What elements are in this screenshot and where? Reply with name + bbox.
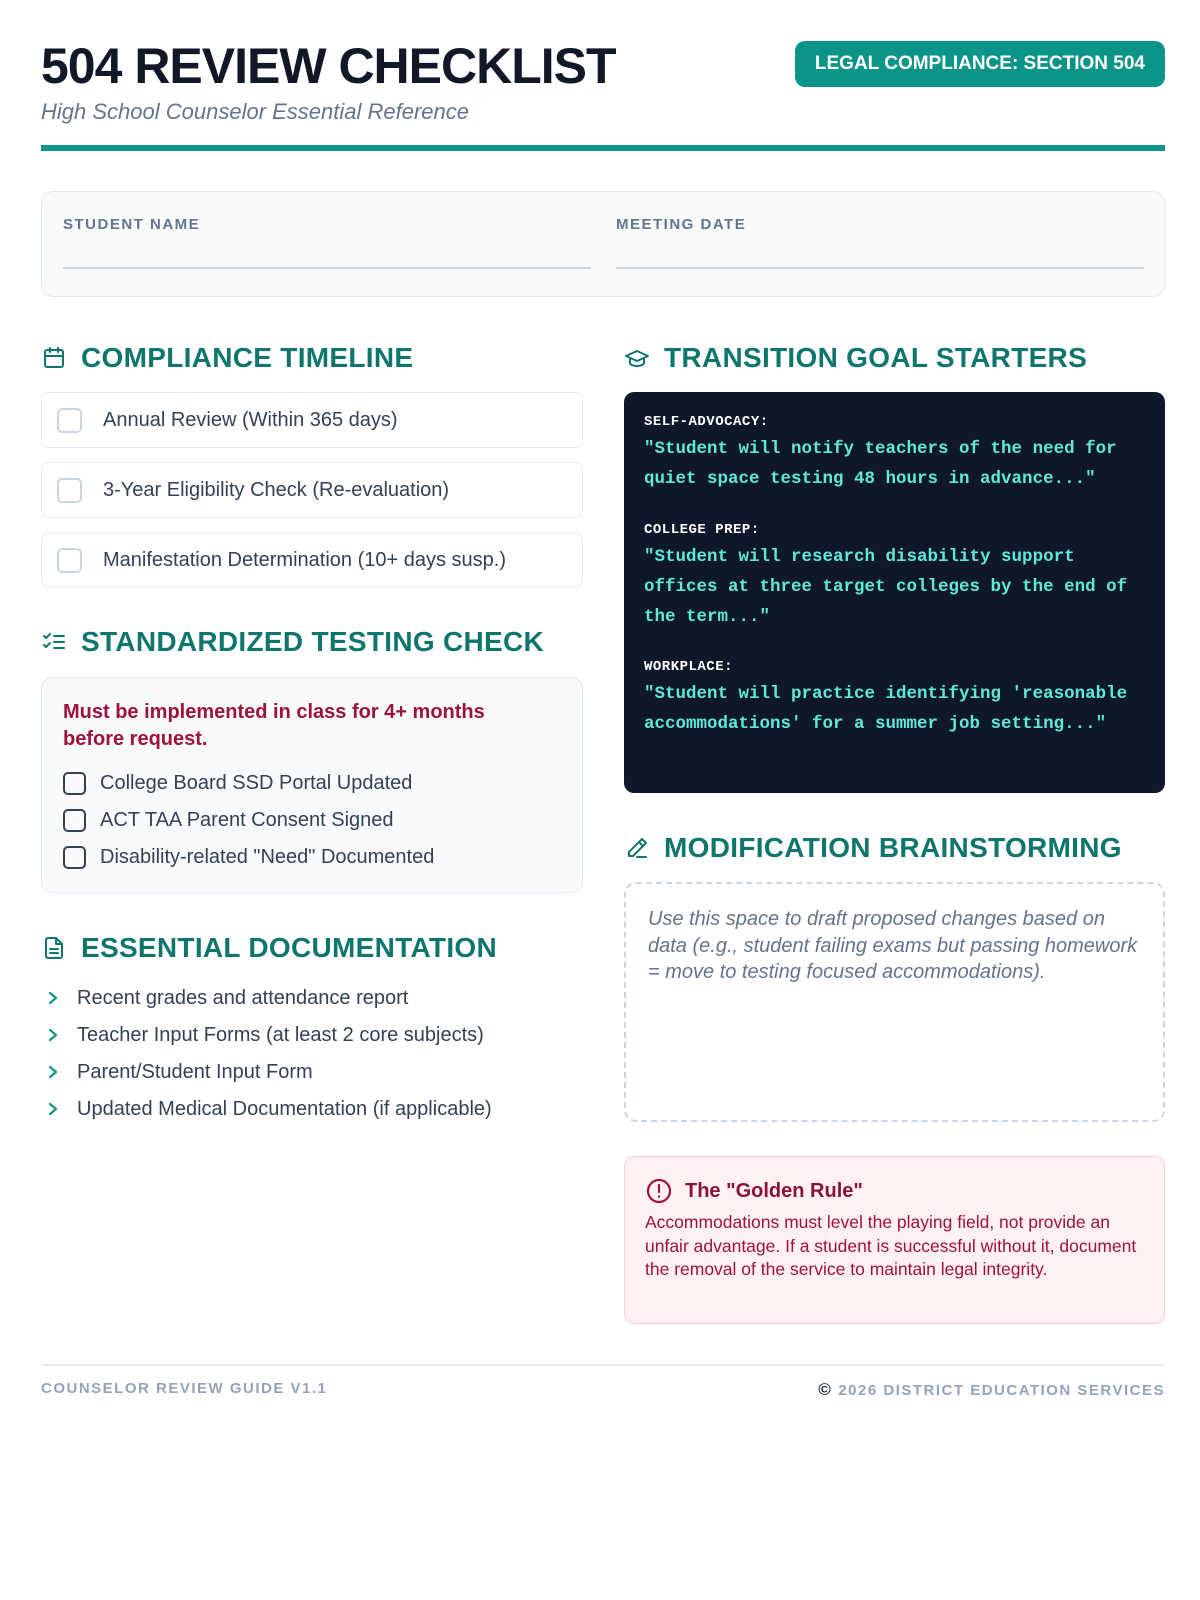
chevron-right-icon: [43, 1062, 63, 1082]
testing-item-label: College Board SSD Portal Updated: [100, 771, 413, 794]
timeline-item[interactable]: [41, 462, 583, 518]
graduation-cap-icon: [624, 345, 650, 371]
chevron-right-icon: [43, 1099, 63, 1119]
page-subtitle: High School Counselor Essential Reference: [41, 99, 470, 124]
student-name-field[interactable]: [63, 216, 591, 233]
section-title: MODIFICATION BRAINSTORMING: [664, 832, 1122, 863]
page-title: 504 REVIEW CHECKLIST: [41, 38, 616, 94]
goal-label: WORKPLACE:: [644, 659, 734, 675]
documentation-item: [41, 1094, 492, 1124]
student-info-box: [41, 191, 1165, 297]
goal-text: "Student will practice identifying 'reasonable accommodations' for a summer job setting...": [644, 684, 1128, 734]
section-title: ESSENTIAL DOCUMENTATION: [81, 932, 498, 963]
golden-rule-callout: [624, 1156, 1165, 1324]
chevron-right-icon: [43, 1025, 63, 1045]
testing-checkbox[interactable]: [63, 772, 86, 795]
documentation-item-label: Teacher Input Forms (at least 2 core subjects): [77, 1023, 484, 1046]
footer-copyright-text: 2026 DISTRICT EDUCATION SERVICES: [838, 1381, 1165, 1399]
student-name-line[interactable]: [63, 267, 591, 269]
student-name-label: STUDENT NAME: [63, 216, 201, 233]
document-icon: [41, 935, 67, 961]
testing-item[interactable]: [63, 769, 412, 797]
section-title: COMPLIANCE TIMELINE: [81, 342, 414, 373]
meeting-date-label: MEETING DATE: [616, 216, 747, 233]
goal-group: [644, 414, 1149, 494]
documentation-item-label: Parent/Student Input Form: [77, 1060, 313, 1083]
goal-group: [644, 659, 1149, 739]
testing-item[interactable]: [63, 843, 434, 871]
modification-placeholder: Use this space to draft proposed changes based on data (e.g., student failing exams but passing homework = move to testing focused accommodations).: [648, 908, 1138, 983]
modification-heading: [624, 828, 1122, 868]
pencil-icon: [624, 835, 650, 861]
meeting-date-line[interactable]: [616, 267, 1144, 269]
transition-goals-panel: [624, 392, 1165, 793]
modification-notes-area[interactable]: [624, 882, 1165, 1122]
footer-copyright: [818, 1380, 1165, 1400]
goal-group: [644, 522, 1149, 632]
timeline-checkbox[interactable]: [57, 408, 82, 433]
calendar-icon: [41, 345, 67, 371]
transition-goals-heading: [624, 338, 1087, 378]
testing-check-heading: [41, 622, 544, 662]
section-title: TRANSITION GOAL STARTERS: [664, 342, 1088, 373]
goal-text: "Student will notify teachers of the need for quiet space testing 48 hours in advance...": [644, 439, 1117, 489]
documentation-item: [41, 983, 408, 1013]
documentation-item: [41, 1020, 484, 1050]
header: [41, 32, 1165, 152]
golden-rule-heading: [645, 1176, 863, 1206]
testing-checkbox[interactable]: [63, 809, 86, 832]
alert-circle-icon: [645, 1177, 673, 1205]
chevron-right-icon: [43, 988, 63, 1008]
documentation-item-label: Recent grades and attendance report: [77, 986, 409, 1009]
timeline-item-label: Annual Review (Within 365 days): [103, 408, 398, 431]
documentation-item-label: Updated Medical Documentation (if applicable): [77, 1097, 492, 1120]
section-title: STANDARDIZED TESTING CHECK: [81, 626, 545, 657]
testing-item-label: Disability-related "Need" Documented: [100, 845, 435, 868]
timeline-item[interactable]: [41, 532, 583, 588]
goal-text: "Student will research disability support offices at three target colleges by the end of the term...": [644, 547, 1128, 627]
testing-item-label: ACT TAA Parent Consent Signed: [100, 808, 394, 831]
goal-label: COLLEGE PREP:: [644, 522, 760, 538]
header-divider: [41, 145, 1165, 151]
copyright-icon: ©: [818, 1380, 833, 1399]
timeline-item[interactable]: [41, 392, 583, 448]
timeline-checkbox[interactable]: [57, 478, 82, 503]
footer-divider: [41, 1364, 1165, 1366]
timeline-item-label: Manifestation Determination (10+ days susp.): [103, 548, 506, 571]
checklist-page: [41, 0, 1165, 1600]
compliance-timeline-heading: [41, 338, 413, 378]
meeting-date-field[interactable]: [616, 216, 1144, 233]
testing-checkbox[interactable]: [63, 846, 86, 869]
compliance-badge: LEGAL COMPLIANCE: SECTION 504: [795, 41, 1165, 87]
documentation-item: [41, 1057, 313, 1087]
footer-version: COUNSELOR REVIEW GUIDE V1.1: [41, 1380, 328, 1397]
timeline-checkbox[interactable]: [57, 548, 82, 573]
goal-label: SELF-ADVOCACY:: [644, 414, 769, 430]
testing-check-box: [41, 677, 583, 893]
golden-rule-body: Accommodations must level the playing field, not provide an unfair advantage. If a student is successful without it, document the removal of the service to maintain legal integrity.: [645, 1212, 1137, 1279]
checklist-icon: [41, 629, 67, 655]
testing-item[interactable]: [63, 806, 394, 834]
testing-warning: Must be implemented in class for 4+ months before request.: [63, 701, 485, 750]
timeline-item-label: 3-Year Eligibility Check (Re-evaluation): [103, 478, 450, 501]
golden-rule-title: The "Golden Rule": [685, 1179, 863, 1202]
documentation-heading: [41, 928, 497, 968]
